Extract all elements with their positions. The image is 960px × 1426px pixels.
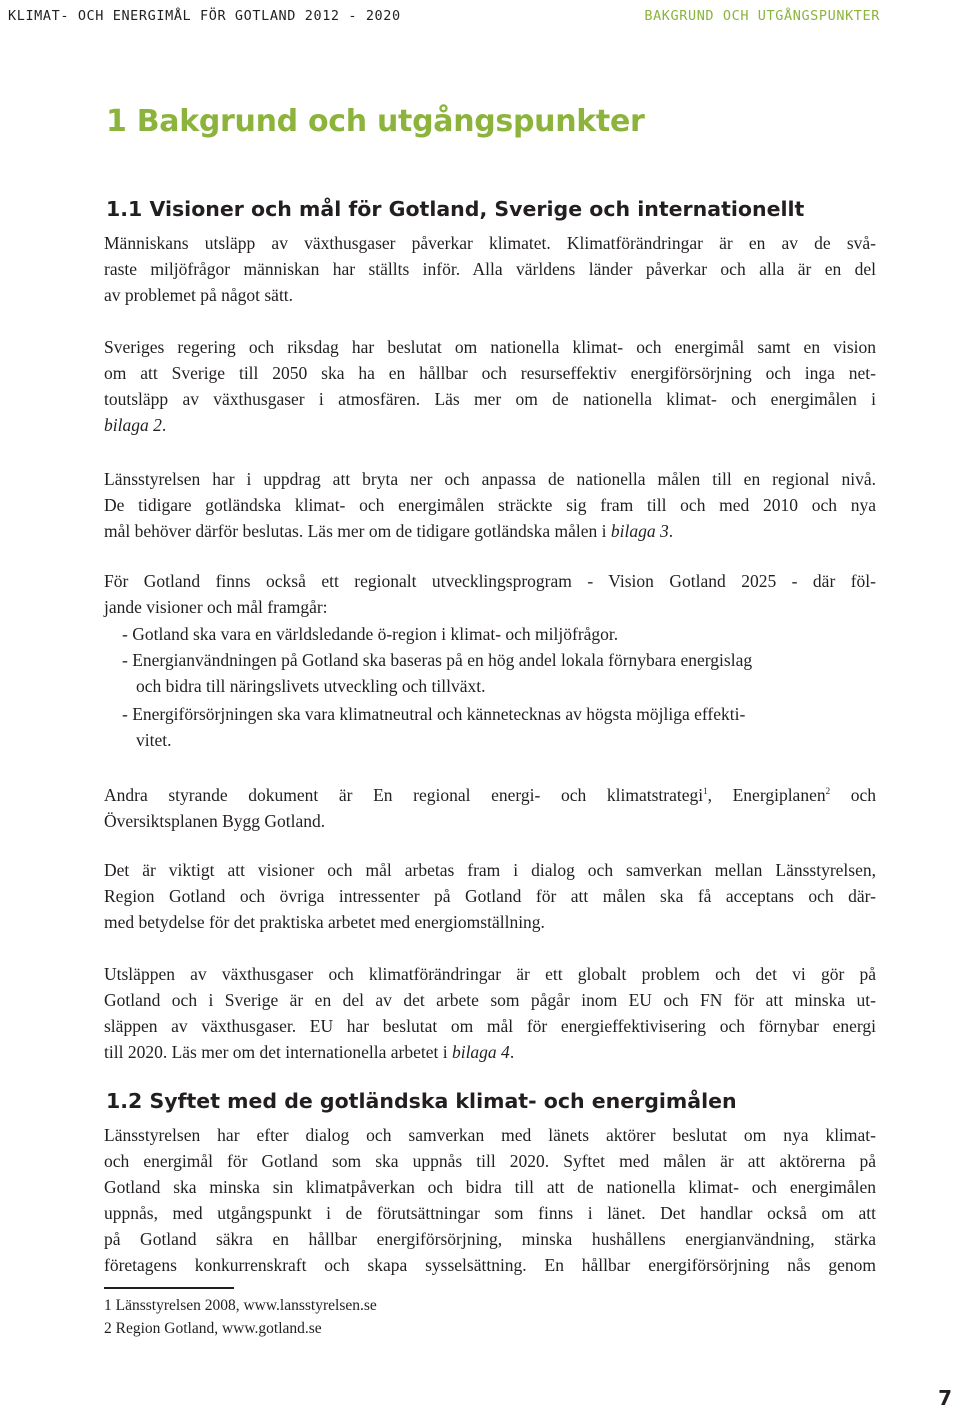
- section-1-1-paragraph-4: [104, 568, 876, 620]
- section-1-1-paragraph-6: [104, 857, 876, 935]
- text-line: till 2020. Läs mer om det internationella arbetet i bilaga 4.: [104, 1042, 515, 1062]
- text-line: Människans utsläpp av växthusgaser påverkar klimatet. Klimatförändringar är en av de svå-: [104, 233, 876, 253]
- text-line: De tidigare gotländska klimat- och energimålen sträckte sig fram till och med 2010 och nya: [104, 495, 876, 515]
- text-line: [104, 778, 876, 808]
- section-1-1-paragraph-7: [104, 961, 876, 1065]
- text-line: bilaga 2.: [104, 415, 167, 435]
- text-fragment: mål behöver därför beslutas. Läs mer om de tidigare gotländska målen i: [104, 521, 611, 541]
- text-line: toutsläpp av växthusgaser i atmosfären. Läs mer om de nationella klimat- och energimålen i: [104, 389, 876, 409]
- text-line: Länsstyrelsen har efter dialog och samverkan med länets aktörer beslutat om nya klimat-: [104, 1125, 876, 1145]
- appendix-reference: bilaga 4: [451, 1042, 510, 1062]
- text-line: av problemet på något sätt.: [104, 285, 294, 305]
- footnote-marker-1: 1: [703, 786, 708, 796]
- vision-bullet-3-continued: vitet.: [136, 730, 172, 750]
- text-line: jande visioner och mål framgår:: [104, 597, 328, 617]
- text-line: uppnås, med utgångspunkt i de förutsättningar som finns i länet. Det handlar också om att: [104, 1203, 876, 1223]
- text-line: Region Gotland och övriga intressenter på Gotland för att målen ska få acceptans och där-: [104, 886, 876, 906]
- footnote-2: 2 Region Gotland, www.gotland.se: [104, 1320, 322, 1337]
- text-line: Utsläppen av växthusgaser och klimatförändringar är ett globalt problem och det vi gör på: [104, 964, 876, 984]
- section-1-2-title: 1.2 Syftet med de gotländska klimat- och energimålen: [106, 1089, 737, 1113]
- section-1-1-title: 1.1 Visioner och mål för Gotland, Sverige och internationellt: [106, 197, 805, 221]
- text-line: mål behöver därför beslutas. Läs mer om de tidigare gotländska målen i bilaga 3.: [104, 521, 674, 541]
- section-1-1-paragraph-2: [104, 334, 876, 438]
- text-line: Sveriges regering och riksdag har beslutat om nationella klimat- och energimål samt en vision: [104, 337, 876, 357]
- text-line: släppen av växthusgaser. EU har beslutat om mål för energieffektivisering och förnybar energi: [104, 1016, 876, 1036]
- chapter-title: 1 Bakgrund och utgångspunkter: [106, 104, 645, 139]
- page-number: 7: [938, 1386, 952, 1410]
- text-line: om att Sverige till 2050 ska ha en hållbar och resurseffektiv energiförsörjning och inga net-: [104, 363, 876, 383]
- text-line: Gotland ska minska sin klimatpåverkan och bidra till att de nationella klimat- och energimålen: [104, 1177, 876, 1197]
- text-fragment: och: [830, 785, 876, 805]
- appendix-reference: bilaga 2: [104, 415, 162, 435]
- section-1-1-paragraph-3: [104, 466, 876, 544]
- footnote-1: 1 Länsstyrelsen 2008, www.lansstyrelsen.se: [104, 1297, 377, 1314]
- text-line: Översiktsplanen Bygg Gotland.: [104, 811, 326, 831]
- text-line: företagens konkurrenskraft och skapa sysselsättning. En hållbar energiförsörjning nås genom: [104, 1255, 876, 1275]
- vision-bullet-2-continued: och bidra till näringslivets utveckling och tillväxt.: [136, 676, 486, 696]
- text-line: och energimål för Gotland som ska uppnås till 2020. Syftet med målen är att aktörerna på: [104, 1151, 876, 1171]
- section-1-2-paragraph-1: [104, 1122, 876, 1278]
- appendix-reference: bilaga 3: [610, 521, 669, 541]
- footnote-divider: [104, 1287, 234, 1289]
- text-line: med betydelse för det praktiska arbetet med energiomställning.: [104, 912, 545, 932]
- text-fragment: till 2020. Läs mer om det internationella arbetet i: [104, 1042, 452, 1062]
- vision-bullet-1: - Gotland ska vara en världsledande ö-region i klimat- och miljöfrågor.: [122, 624, 619, 644]
- text-line: på Gotland säkra en hållbar energiförsörjning, minska hushållens energianvändning, stärka: [104, 1229, 876, 1249]
- text-line: För Gotland finns också ett regionalt utvecklingsprogram - Vision Gotland 2025 - där föl-: [104, 571, 876, 591]
- running-header-title: KLIMAT- OCH ENERGIMÅL FÖR GOTLAND 2012 - 2020: [8, 8, 401, 24]
- text-line: Länsstyrelsen har i uppdrag att bryta ner och anpassa de nationella målen till en regional nivå.: [104, 469, 876, 489]
- footnote-marker-2: 2: [825, 786, 831, 796]
- section-1-1-paragraph-1: [104, 230, 876, 308]
- vision-bullet-2: - Energianvändningen på Gotland ska baseras på en hög andel lokala förnybara energislag: [122, 650, 753, 670]
- text-line: Det är viktigt att visioner och mål arbetas fram i dialog och samverkan mellan Länsstyrelsen,: [104, 860, 876, 880]
- section-1-1-paragraph-5: [104, 778, 876, 834]
- text-line: raste miljöfrågor människan har ställts inför. Alla världens länder påverkar och alla är en del: [104, 259, 876, 279]
- text-fragment: Andra styrande dokument är En regional energi- och klimatstrategi: [104, 785, 704, 805]
- vision-bullet-3: - Energiförsörjningen ska vara klimatneutral och kännetecknas av högsta möjliga effekti-: [122, 704, 746, 724]
- text-line: Gotland och i Sverige är en del av det arbete som pågår inom EU och FN för att minska ut-: [104, 990, 876, 1010]
- running-header-section: BAKGRUND OCH UTGÅNGSPUNKTER: [644, 8, 880, 24]
- text-fragment: , Energiplanen: [707, 785, 826, 805]
